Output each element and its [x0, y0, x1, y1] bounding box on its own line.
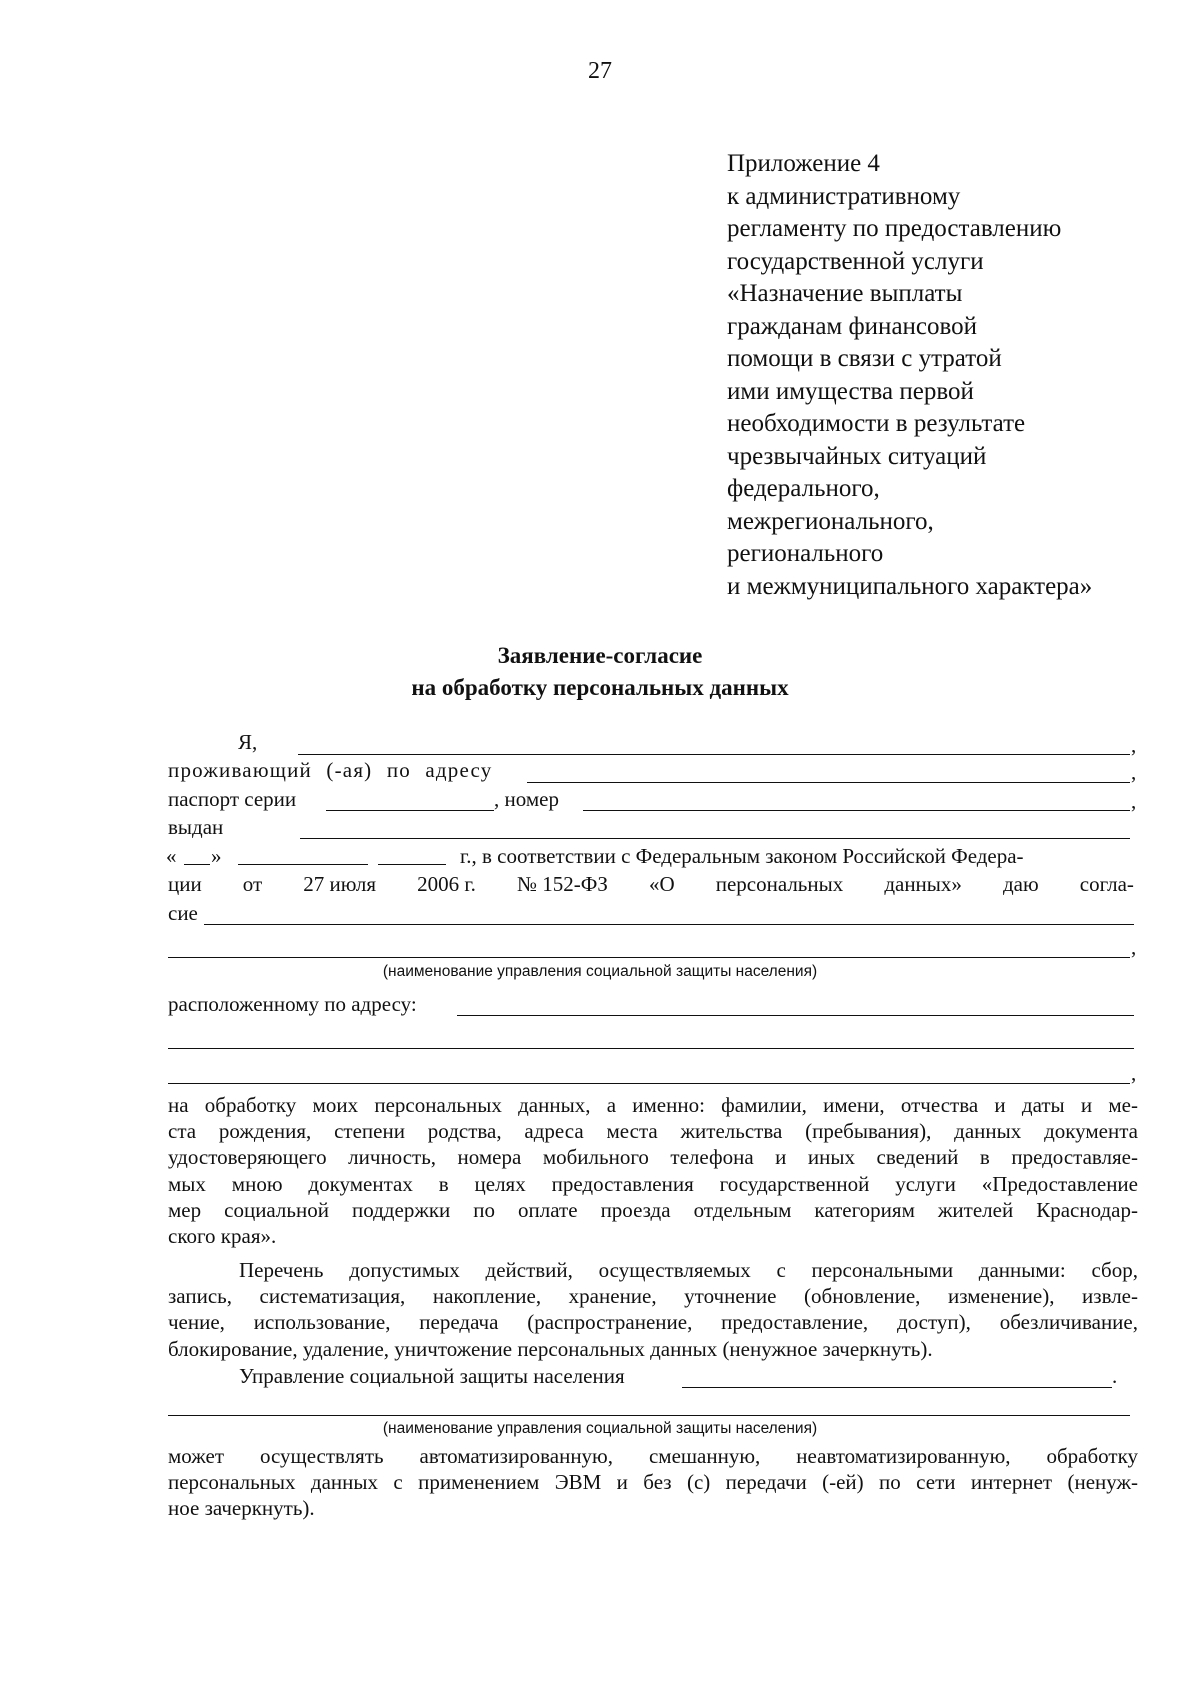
residing-label-row [168, 756, 524, 784]
appendix-line: и межмуниципального характера» [727, 572, 1093, 600]
paragraph-line: чение, использование, передача (распространение, предоставление, доступ), обезличивание, [168, 1310, 1138, 1335]
residing-label [168, 756, 524, 784]
appendix-line: гражданам финансовой [727, 312, 978, 340]
paragraph-line: на обработку моих персональных данных, а именно: фамилии, имени, отчества и даты и ме- [168, 1093, 1138, 1117]
paragraph-line: ского края». [168, 1224, 277, 1249]
law-word: 2006 г. [417, 872, 476, 896]
law-word: даю [1002, 872, 1039, 896]
appendix-line: ими имущества первой [727, 377, 974, 405]
law-word: персональных [715, 872, 844, 896]
department-name-field[interactable] [682, 1387, 1112, 1388]
appendix-line: федерального, [727, 475, 880, 502]
comma: , [1131, 1061, 1137, 1085]
law-word: № 152-ФЗ [516, 872, 608, 896]
paragraph-line: запись, систематизация, накопление, хранение, уточнение (обновление, изменение), извле- [168, 1284, 1138, 1309]
passport-series-field[interactable] [326, 810, 494, 811]
quote-close: » [211, 844, 222, 868]
department-address-field-1[interactable] [457, 1015, 1134, 1016]
department-field-2[interactable] [168, 957, 1130, 958]
document-subtitle: на обработку персональных данных [411, 675, 789, 700]
comma: , [1131, 935, 1137, 959]
consent-end: сие [168, 901, 198, 925]
department-period: . [1112, 1364, 1118, 1388]
paragraph-line: Перечень допустимых действий, осуществляемых с персональными данными: сбор, [239, 1258, 1138, 1282]
department-address-field-3[interactable] [168, 1083, 1130, 1084]
comma: , [1131, 760, 1137, 784]
appendix-line: помощи в связи с утратой [727, 345, 1002, 372]
automation-paragraph [168, 1443, 1138, 1522]
department-field-1[interactable] [204, 924, 1134, 925]
appendix-line: «Назначение выплаты [727, 280, 963, 307]
paragraph-line: мер социальной поддержки по оплате проезда отдельным категориям жителей Краснодар- [168, 1197, 1138, 1222]
paragraph-line: ста рождения, степени родства, адреса места жительства (пребывания), данных документа [168, 1119, 1138, 1144]
number-label: , номер [494, 787, 559, 811]
paragraph-line: ное зачеркнуть). [168, 1496, 315, 1521]
department-caption: (наименование управления социальной защиты населения) [382, 963, 818, 980]
day-field[interactable] [184, 864, 210, 865]
paragraph-line: может осуществлять автоматизированную, смешанную, неавтоматизированную, обработку [168, 1444, 1138, 1468]
comma: , [1131, 733, 1137, 757]
paragraph-line: мых мною документах в целях предоставления государственной услуги «Предоставление [168, 1171, 1138, 1196]
department-caption-2: (наименование управления социальной защиты населения) [382, 1420, 818, 1437]
comma: , [1131, 789, 1137, 813]
appendix-line: межрегионального, [727, 507, 934, 535]
appendix-line: чрезвычайных ситуаций [727, 442, 987, 470]
law-citation-line [168, 870, 1134, 898]
name-field[interactable] [298, 754, 1130, 755]
i-label: Я, [238, 730, 258, 754]
year-field[interactable] [378, 864, 446, 865]
residing-label-text: проживающий (-ая) по адресу [168, 758, 493, 782]
department-label: Управление социальной защиты населения [239, 1364, 625, 1388]
law-word: согла- [1079, 872, 1134, 896]
issued-by-field[interactable] [300, 838, 1130, 839]
department-name-field-2[interactable] [168, 1415, 1130, 1416]
law-word: от [242, 872, 263, 896]
appendix-line: регионального [727, 540, 884, 567]
page-number: 27 [588, 58, 612, 84]
issued-label: выдан [168, 815, 224, 839]
law-word: «О [648, 872, 675, 896]
year-suffix: г., в соответствии с Федеральным законом Российской Федера- [460, 844, 1024, 868]
processing-paragraph [168, 1092, 1138, 1249]
department-address-field-2[interactable] [168, 1048, 1134, 1049]
appendix-line: к административному [727, 182, 961, 210]
quote-open: « [166, 844, 177, 868]
month-field[interactable] [238, 864, 368, 865]
appendix-header [727, 148, 1187, 603]
address-field[interactable] [527, 782, 1130, 783]
document-title: Заявление-согласие [497, 643, 703, 668]
actions-paragraph [168, 1257, 1138, 1362]
paragraph-line: блокирование, удаление, уничтожение персональных данных (ненужное зачеркнуть). [168, 1336, 933, 1361]
passport-series-label: паспорт серии [168, 787, 297, 811]
law-word: 27 июля [303, 872, 377, 896]
appendix-line: Приложение 4 [727, 150, 880, 177]
located-label: расположенному по адресу: [168, 992, 417, 1016]
paragraph-line: удостоверяющего личность, номера мобильного телефона и иных сведений в предоставляе- [168, 1145, 1138, 1170]
appendix-line: необходимости в результате [727, 410, 1026, 437]
law-word: данных» [884, 872, 962, 896]
appendix-line: государственной услуги [727, 247, 984, 275]
paragraph-line: персональных данных с применением ЭВМ и без (с) передачи (-ей) по сети интернет (ненуж- [168, 1470, 1138, 1495]
appendix-line: регламенту по предоставлению [727, 215, 1062, 242]
passport-number-field[interactable] [583, 810, 1130, 811]
law-word: ции [168, 872, 202, 896]
